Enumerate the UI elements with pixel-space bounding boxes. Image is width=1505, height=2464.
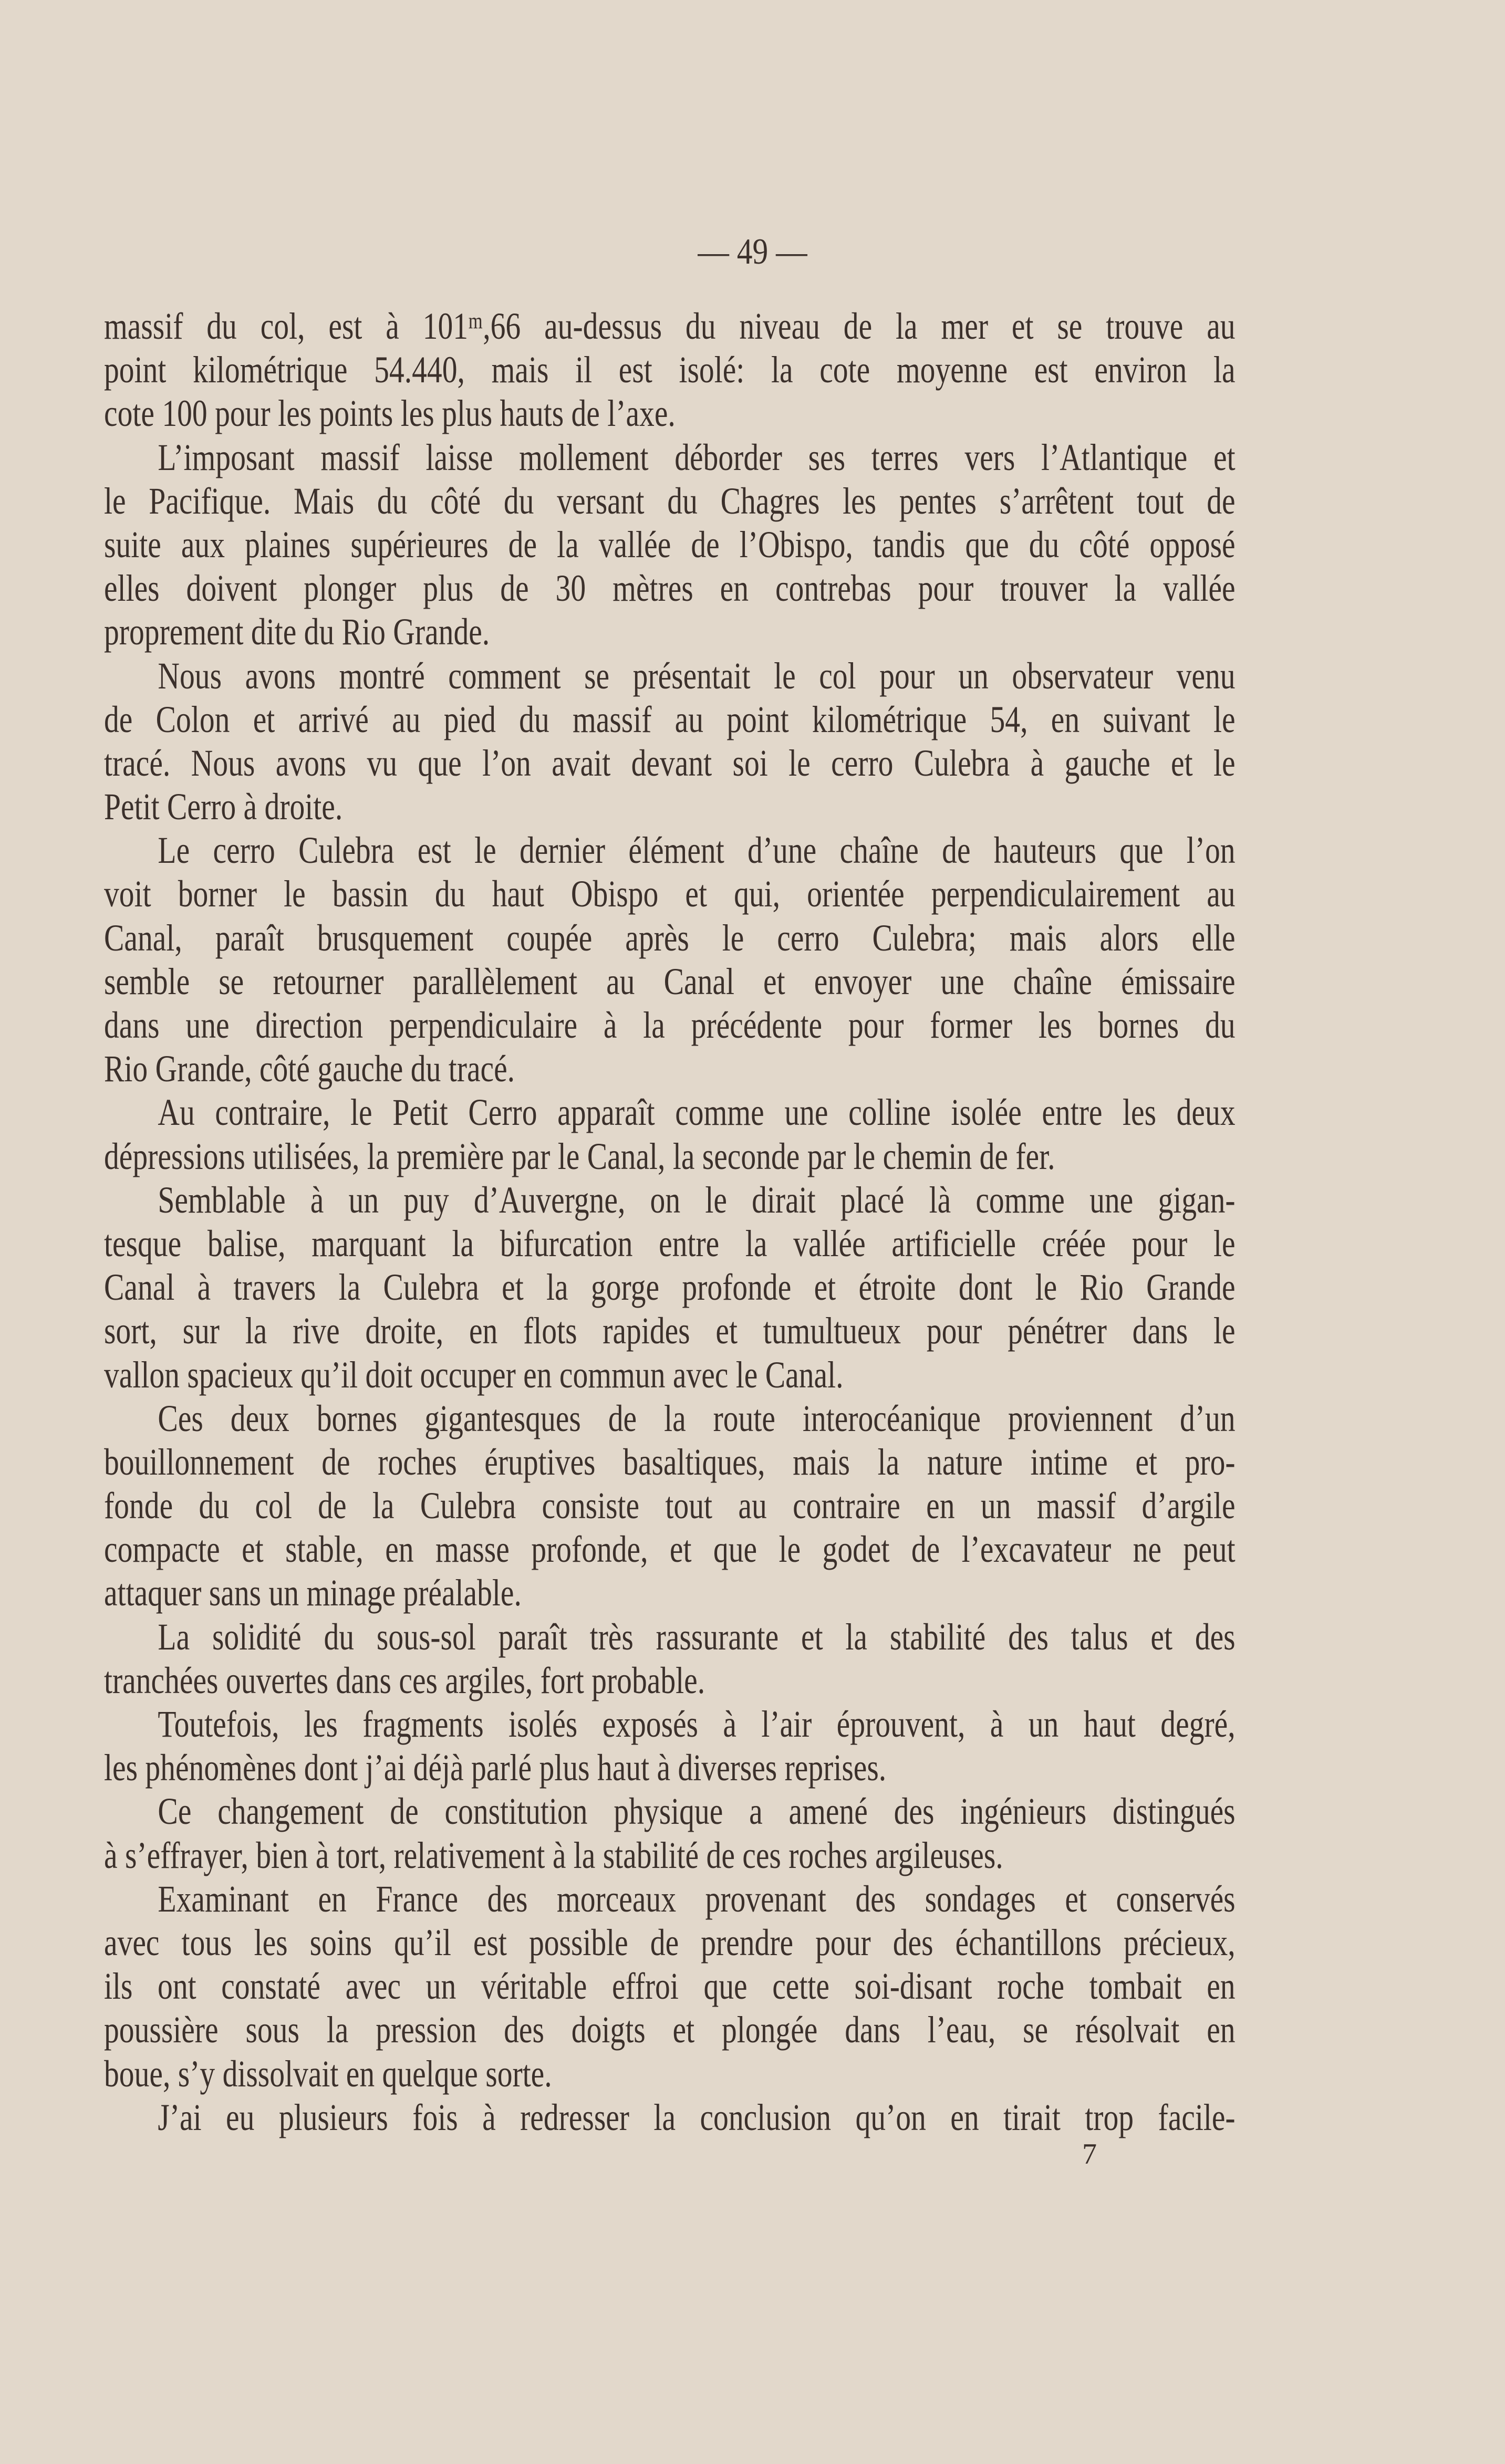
text-line: Petit Cerro à droite. xyxy=(104,786,343,828)
text-line: le Pacifique. Mais du côté du versant du Chagres les pentes s’arrêtent tout de xyxy=(104,479,1236,522)
page-number: — 49 — xyxy=(698,232,807,272)
text-line: avec tous les soins qu’il est possible de prendre pour des échantillons précieux, xyxy=(104,1921,1236,1964)
text-line: sort, sur la rive droite, en flots rapides et tumultueux pour pénétrer dans le xyxy=(104,1310,1236,1352)
text-line: Le cerro Culebra est le dernier élément d’une chaîne de hauteurs que l’on xyxy=(158,829,1236,872)
text-line: tesque balise, marquant la bifurcation entre la vallée artificielle créée pour le xyxy=(104,1222,1236,1265)
text-line: point kilométrique 54.440, mais il est isolé: la cote moyenne est environ la xyxy=(104,349,1236,391)
text-line: Canal, paraît brusquement coupée après le cerro Culebra; mais alors elle xyxy=(104,916,1236,959)
text-line: les phénomènes dont j’ai déjà parlé plus haut à diverses reprises. xyxy=(104,1747,887,1789)
text-line: proprement dite du Rio Grande. xyxy=(104,611,490,653)
text-line: tranchées ouvertes dans ces argiles, fort probable. xyxy=(104,1659,705,1701)
text-line: dépressions utilisées, la première par le Canal, la seconde par le chemin de fer. xyxy=(104,1135,1055,1177)
text-line: à s’effrayer, bien à tort, relativement à la stabilité de ces roches argileuses. xyxy=(104,1834,1003,1876)
text-line: tracé. Nous avons vu que l’on avait devant soi le cerro Culebra à gauche et le xyxy=(104,742,1236,784)
text-line: ils ont constaté avec un véritable effroi que cette soi-disant roche tombait en xyxy=(104,1965,1236,2008)
text-line: La solidité du sous-sol paraît très rassurante et la stabilité des talus et des xyxy=(158,1615,1236,1658)
text-line: Canal à travers la Culebra et la gorge profonde et étroite dont le Rio Grande xyxy=(104,1266,1236,1309)
text-line: L’imposant massif laisse mollement déborder ses terres vers l’Atlantique et xyxy=(158,436,1236,478)
text-line: suite aux plaines supérieures de la vallée de l’Obispo, tandis que du côté opposé xyxy=(104,523,1236,566)
text-line: fonde du col de la Culebra consiste tout au contraire en un massif d’argile xyxy=(104,1485,1236,1527)
text-line: semble se retourner parallèlement au Canal et envoyer une chaîne émissaire xyxy=(104,960,1236,1003)
body-text xyxy=(104,305,1505,2139)
text-line: cote 100 pour les points les plus hauts de l’axe. xyxy=(104,392,676,435)
text-line: poussière sous la pression des doigts et plongée dans l’eau, se résolvait en xyxy=(104,2009,1236,2051)
text-line: attaquer sans un minage préalable. xyxy=(104,1572,522,1614)
text-line: compacte et stable, en masse profonde, et que le godet de l’excavateur ne peut xyxy=(104,1528,1236,1571)
text-line: Toutefois, les fragments isolés exposés à l’air éprouvent, à un haut degré, xyxy=(158,1703,1236,1745)
signature-mark: 7 xyxy=(1082,2138,1097,2170)
text-line: de Colon et arrivé au pied du massif au point kilométrique 54, en suivant le xyxy=(104,698,1236,740)
text-line: Examinant en France des morceaux provenant des sondages et conservés xyxy=(158,1877,1236,1920)
text-line: Semblable à un puy d’Auvergne, on le dirait placé là comme une gigan- xyxy=(158,1178,1236,1221)
text-line: Ces deux bornes gigantesques de la route interocéanique proviennent d’un xyxy=(158,1397,1236,1439)
text-line: bouillonnement de roches éruptives basaltiques, mais la nature intime et pro- xyxy=(104,1440,1236,1483)
text-line: dans une direction perpendiculaire à la précédente pour former les bornes du xyxy=(104,1004,1236,1046)
text-line: Nous avons montré comment se présentait le col pour un observateur venu xyxy=(158,654,1236,697)
text-line: Ce changement de constitution physique a amené des ingénieurs distingués xyxy=(158,1790,1236,1833)
text-line: massif du col, est à 101ᵐ,66 au-dessus du niveau de la mer et se trouve au xyxy=(104,305,1236,347)
text-line: Au contraire, le Petit Cerro apparaît comme une colline isolée entre les deux xyxy=(158,1091,1236,1134)
text-line: elles doivent plonger plus de 30 mètres en contrebas pour trouver la vallée xyxy=(104,567,1236,610)
text-line: J’ai eu plusieurs fois à redresser la conclusion qu’on en tirait trop facile- xyxy=(158,2096,1236,2138)
text-line: vallon spacieux qu’il doit occuper en commun avec le Canal. xyxy=(104,1353,844,1396)
text-line: boue, s’y dissolvait en quelque sorte. xyxy=(104,2052,552,2095)
text-line: voit borner le bassin du haut Obispo et qui, orientée perpendiculairement au xyxy=(104,873,1236,915)
text-line: Rio Grande, côté gauche du tracé. xyxy=(104,1048,515,1090)
